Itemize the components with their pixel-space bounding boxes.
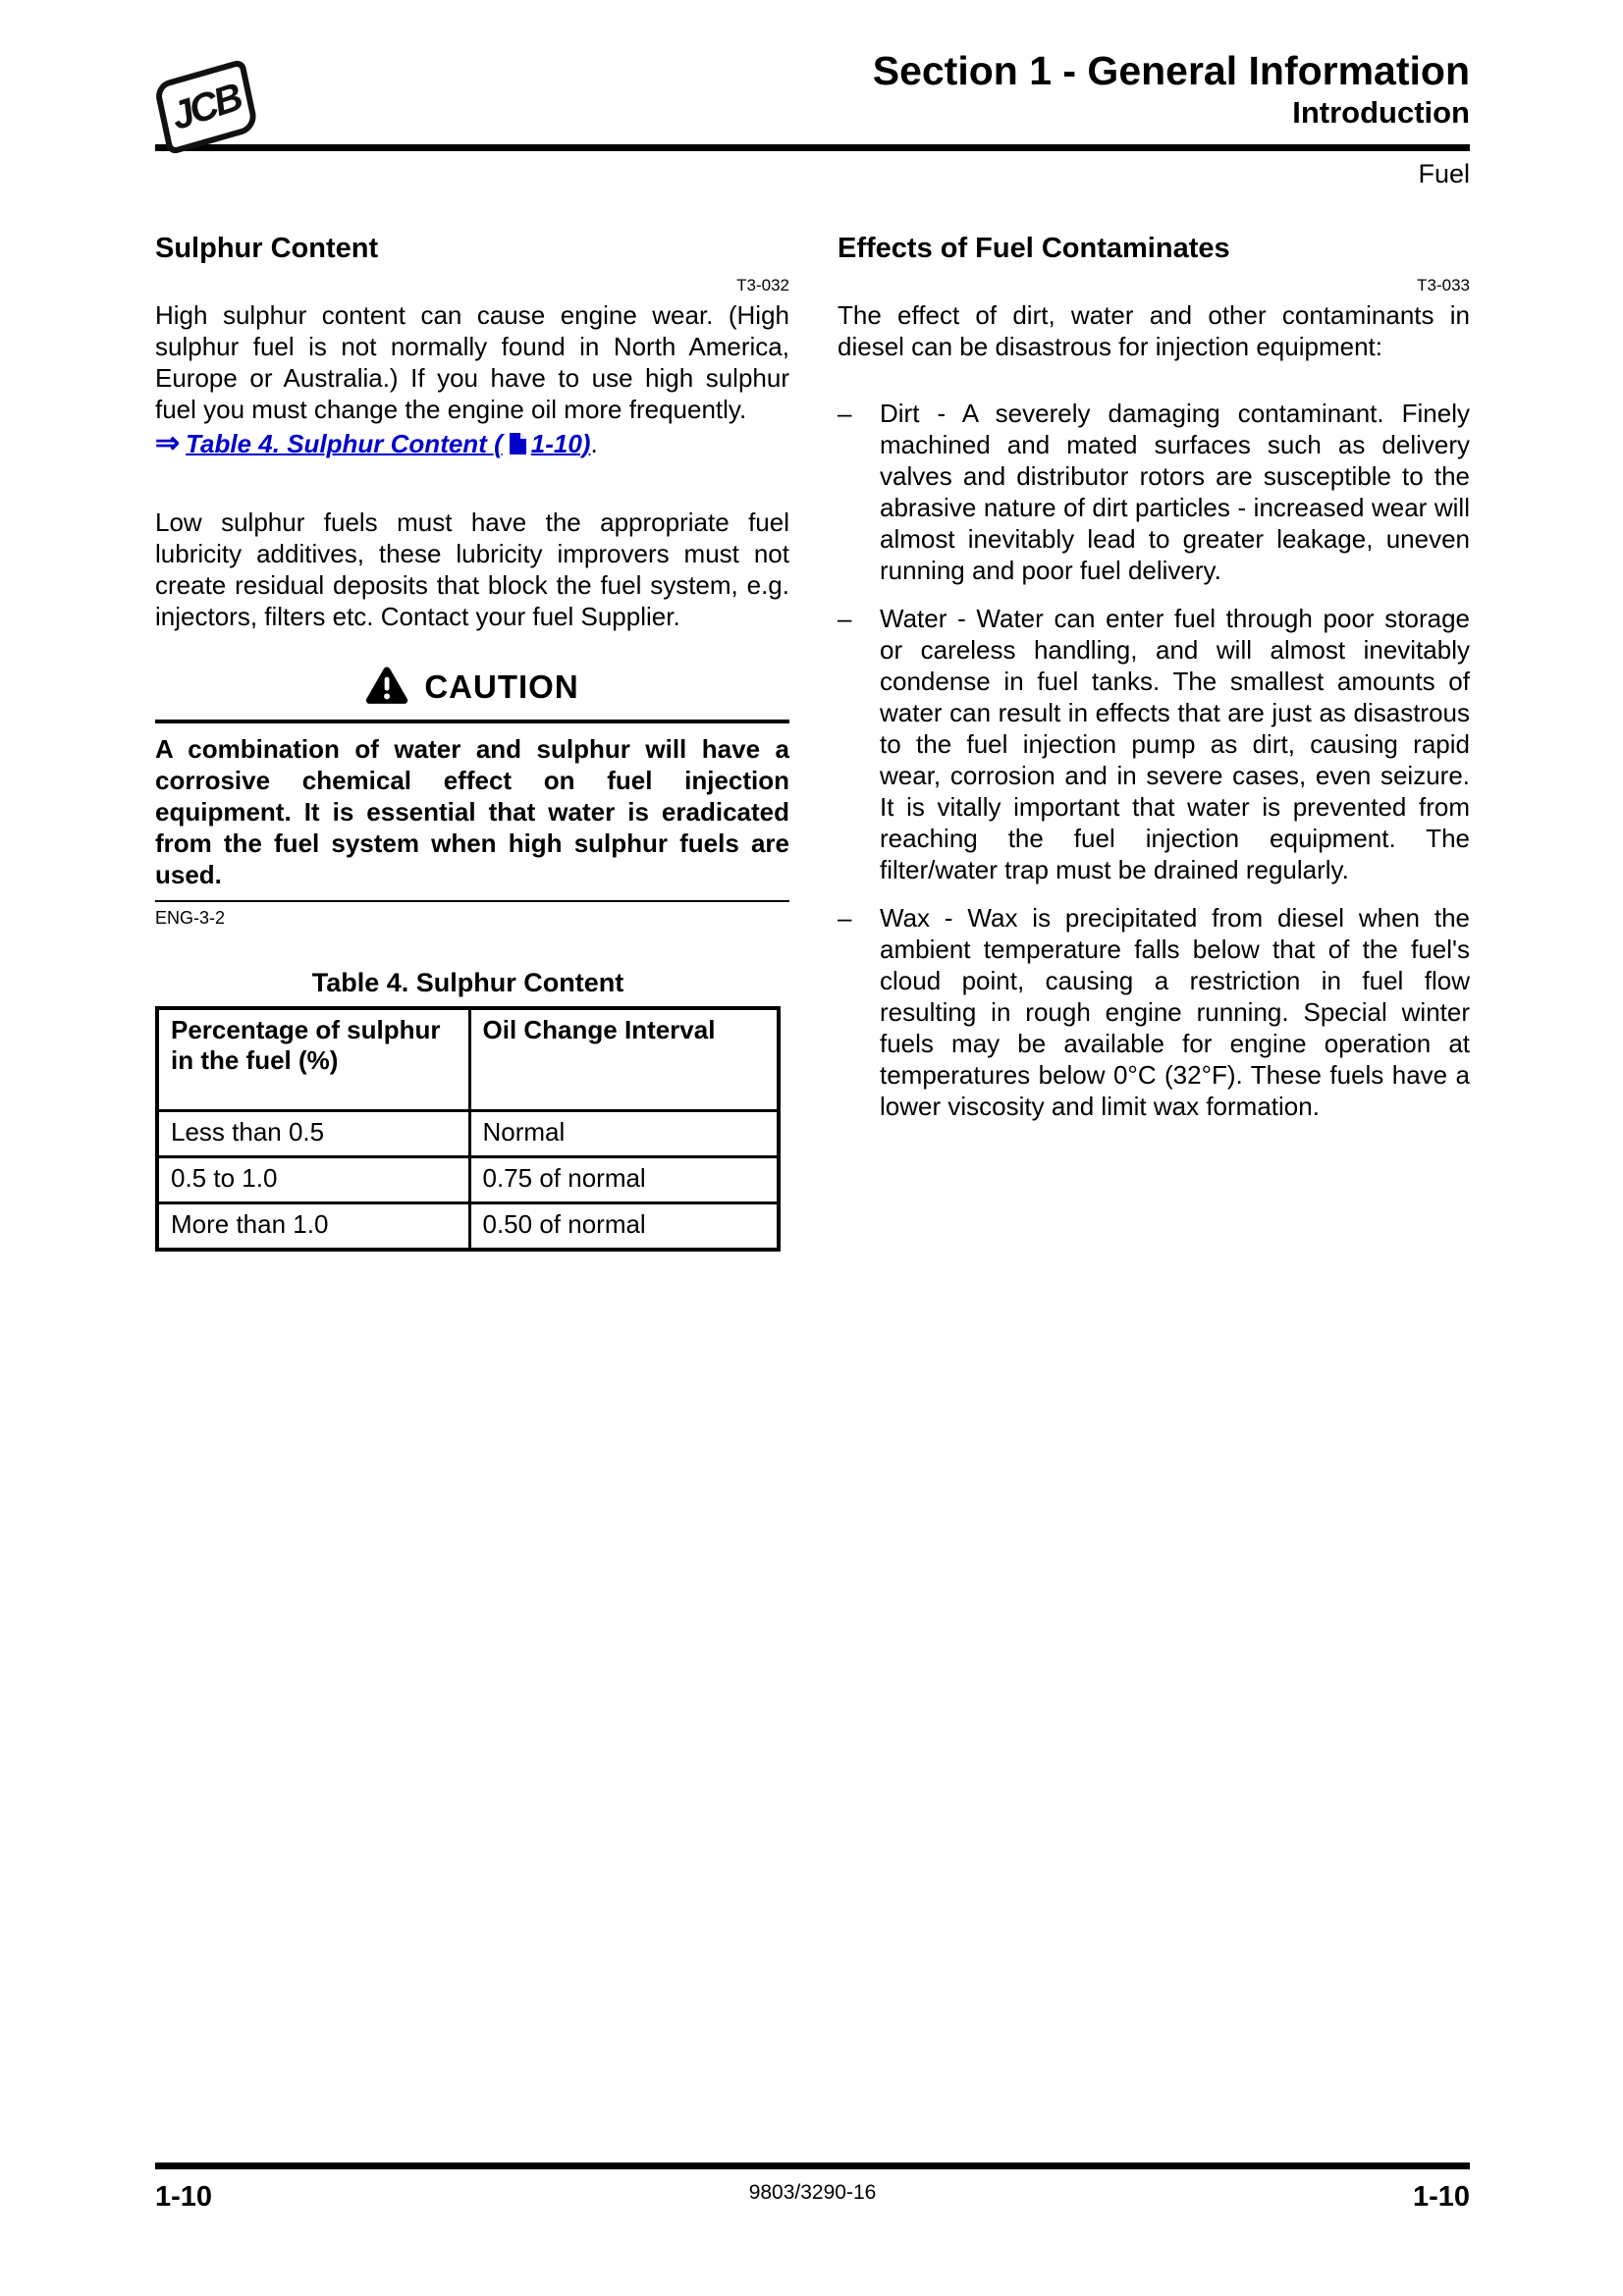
header-divider [155,144,1470,151]
list-item [838,603,1470,885]
sulphur-paragraph-1: High sulphur content can cause engine wear. (High sulphur fuel is not normally found in North America, Europe or Australia.) If you have to use high sulphur fuel you must change the engine oil more frequently. [155,299,789,424]
table-reference-link[interactable] [155,426,591,459]
table-header-cell: Oil Change Interval [469,1008,779,1111]
warning-triangle-icon [365,666,408,710]
bullet-dash: – [838,902,852,933]
list-item [838,902,1470,1122]
header-titles [155,0,1470,133]
bullet-text-dirt: Dirt - A severely damaging contaminant. Finely machined and mated surfaces such as delivery valves and distributor rotors are susceptible to the abrasive nature of dirt particles - increased wear will almost inevitably lead to greater leakage, uneven running and poor fuel delivery. [880,398,1470,585]
caution-code: ENG-3-2 [155,907,226,928]
link-suffix: . [590,428,598,458]
caution-divider-bottom [155,900,789,902]
bullet-text-water: Water - Water can enter fuel through poor storage or careless handling, and will almost inevitably condense in fuel tanks. The smallest amounts of water can result in effects that are just as disastrous to the fuel injection pump as dirt, causing rapid wear, corrosion and in severe cases, even seizure. It is vitally important that water is prevented from reaching the fuel injection equipment. The filter/water trap must be drained regularly. [880,603,1470,884]
contaminates-intro: The effect of dirt, water and other contaminants in diesel can be disastrous for injection equipment: [838,299,1470,361]
link-text: Table 4. Sulphur Content ( [186,428,503,458]
section-title: Section 1 - General Information [872,48,1470,93]
list-item [838,398,1470,586]
left-heading: Sulphur Content [155,233,379,264]
page-topic: Fuel [1418,158,1470,188]
contaminates-list [838,398,1470,1122]
page-number-left: 1-10 [155,2181,213,2213]
left-column [155,234,789,1252]
table-reference-line [155,427,789,463]
table-cell: 0.5 to 1.0 [157,1156,469,1202]
caution-heading [155,666,789,710]
jcb-logo [159,71,253,143]
footer-divider [155,2163,1470,2169]
bullet-dash: – [838,603,852,633]
table-header-cell: Percentage of sulphur in the fuel (%) [157,1008,469,1111]
jcb-logo-frame [153,58,259,155]
sulphur-paragraph-2: Low sulphur fuels must have the appropriate fuel lubricity additives, these lubricity improvers must not create residual deposits that block the fuel system, e.g. injectors, filters etc. Contact your fuel Supplier. [155,507,789,631]
right-column [838,234,1470,1252]
table-cell: Less than 0.5 [157,1110,469,1156]
table-row [157,1156,779,1202]
table-title: Table 4. Sulphur Content [311,967,624,997]
document-number: 9803/3290-16 [748,2181,877,2204]
right-topic-code: T3-033 [1417,275,1470,294]
footer-row [155,2181,1470,2214]
section-subtitle: Introduction [1292,94,1470,130]
caution-divider-top [155,720,789,723]
page-number-right: 1-10 [1412,2181,1470,2213]
link-page-ref: 1-10) [530,428,591,458]
link-arrow-icon: ⇒ [155,426,181,459]
caution-label: CAUTION [424,668,579,706]
content-columns [155,234,1470,1252]
jcb-logo-text: JCB [166,75,246,138]
page-ref-icon [509,430,527,463]
left-topic-code: T3-032 [736,275,789,294]
table-cell: More than 1.0 [157,1202,469,1250]
page-header [155,0,1470,189]
bullet-dash: – [838,398,852,428]
bullet-text-wax: Wax - Wax is precipitated from diesel when the ambient temperature falls below that of the fuel's cloud point, causing a restriction in fuel flow resulting in rough engine running. Special winter fuels may be available for engine operation at temperatures below 0°C (32°F). These fuels have a lower viscosity and limit wax formation. [880,902,1470,1121]
table-cell: Normal [469,1110,779,1156]
table-cell: 0.50 of normal [469,1202,779,1250]
table-header-row [157,1008,779,1111]
table-row [157,1110,779,1156]
table-row [157,1202,779,1250]
page-footer [155,2163,1470,2214]
table-cell: 0.75 of normal [469,1156,779,1202]
sulphur-content-table [155,1006,781,1252]
caution-text: A combination of water and sulphur will have a corrosive chemical effect on fuel injection equipment. It is essential that water is eradicated from the fuel system when high sulphur fuels are used. [155,733,789,889]
right-heading: Effects of Fuel Contaminates [838,233,1230,264]
